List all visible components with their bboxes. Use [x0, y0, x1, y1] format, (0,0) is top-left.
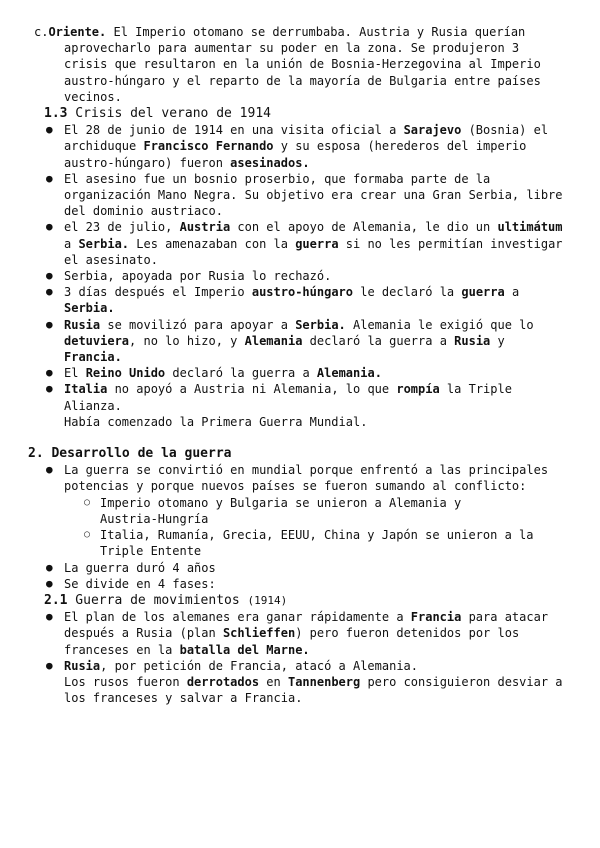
list-item: ● La guerra duró 4 años: [46, 560, 216, 575]
bullet-icon: ●: [46, 285, 53, 299]
bullet-icon: ●: [46, 220, 53, 234]
bullet-icon: ●: [46, 658, 53, 672]
section-heading-1-3: 1.3 Crisis del verano de 1914: [44, 106, 271, 122]
sub-list-item: Triple Entente: [100, 544, 202, 559]
list-marker: c.: [34, 25, 49, 39]
list-item: ● el 23 de julio, Austria con el apoyo de Alemania, le dio un ultimátum a Serbia. Les amenazaban con la guerra si no les permitían investigar el asesinato.: [46, 220, 563, 267]
list-item: ● Rusia se movilizó para apoyar a Serbia. Alemania le exigió que lo detuviera, no lo hizo, y Alemania declaró la guerra a Rusia y Francia.: [46, 317, 534, 365]
item-label: Oriente.: [48, 25, 107, 39]
list-item: ● El asesino fue un bosnio proserbio, que formaba parte de la organización Mano Negra. Su objetivo era crear una Gran Serbia, libre del dominio austriaco.: [46, 171, 563, 219]
bullet-icon: ●: [46, 317, 53, 331]
bullet-icon: ●: [46, 269, 53, 283]
list-item: ● Italia no apoyó a Austria ni Alemania, lo que rompía la Triple Alianza. Había comenzado la Primera Guerra Mundial.: [46, 382, 512, 429]
list-item: ● Rusia, por petición de Francia, atacó a Alemania. Los rusos fueron derrotados en Tannenberg pero consiguieron desviar a los franceses y salvar a Francia.: [46, 658, 563, 706]
list-item: ● Se divide en 4 fases:: [46, 576, 216, 591]
list-item: ● El Reino Unido declaró la guerra a Alemania.: [46, 366, 382, 381]
list-item: ● La guerra se convirtió en mundial porque enfrentó a las principales potencias y porque nuevos países se fueron sumando al conflicto: ○ Imperio otomano y Bulgaria se unieron a Alemania y Austria-Hungría ○ Italia, Rumanía, Grecia, EEUU, China y Japón se unieron a la Triple Entente: [0, 462, 600, 559]
section-heading-2-1: 2.1 Guerra de movimientos (1914): [44, 592, 288, 608]
sub-list-item: ○ Italia, Rumanía, Grecia, EEUU, China y Japón se unieron a la: [84, 528, 534, 543]
bullet-list-1-3: [0, 122, 600, 430]
bullet-list-2: [0, 462, 600, 592]
bullet-icon: ●: [46, 366, 53, 380]
bullet-icon: ●: [46, 123, 53, 137]
bullet-icon: ●: [46, 576, 53, 590]
hollow-bullet-icon: ○: [84, 496, 91, 508]
list-item: ● El 28 de junio de 1914 en una visita oficial a Sarajevo (Bosnia) el archiduque Francisco Fernando y su esposa (herederos del imperio austro-húngaro) fueron asesinados.: [46, 123, 549, 170]
document-page: [0, 24, 600, 706]
hollow-bullet-icon: ○: [84, 529, 91, 541]
bullet-icon: ●: [46, 463, 53, 477]
list-item: ● Serbia, apoyada por Rusia lo rechazó.: [46, 269, 332, 284]
sub-list-item: ○ Imperio otomano y Bulgaria se unieron a Alemania y: [84, 495, 462, 510]
bullet-icon: ●: [46, 171, 53, 185]
section-heading-2: 2. Desarrollo de la guerra: [28, 446, 232, 462]
intro-item: c.Oriente. El Imperio otomano se derrumbaba. Austria y Rusia querían aprovecharlo para aumentar su poder en la zona. Se produjeron 3 crisis que resultaron en la unión de Bosnia-Herzegovina al Imperio austro-húngaro y el reparto de la mayoría de Bulgaria entre países vecinos.: [34, 25, 541, 104]
sub-list-item: Austria-Hungría: [100, 511, 209, 526]
list-item: ● 3 días después el Imperio austro-húngaro le declaró la guerra a Serbia.: [46, 285, 520, 316]
list-item: ● El plan de los alemanes era ganar rápidamente a Francia para atacar después a Rusia (plan Schlieffen) pero fueron detenidos por los franceses en la batalla del Marne.: [46, 610, 549, 657]
bullet-icon: ●: [46, 560, 53, 574]
bullet-icon: ●: [46, 382, 53, 396]
bullet-icon: ●: [46, 610, 53, 624]
bullet-list-2-1: [0, 609, 600, 706]
